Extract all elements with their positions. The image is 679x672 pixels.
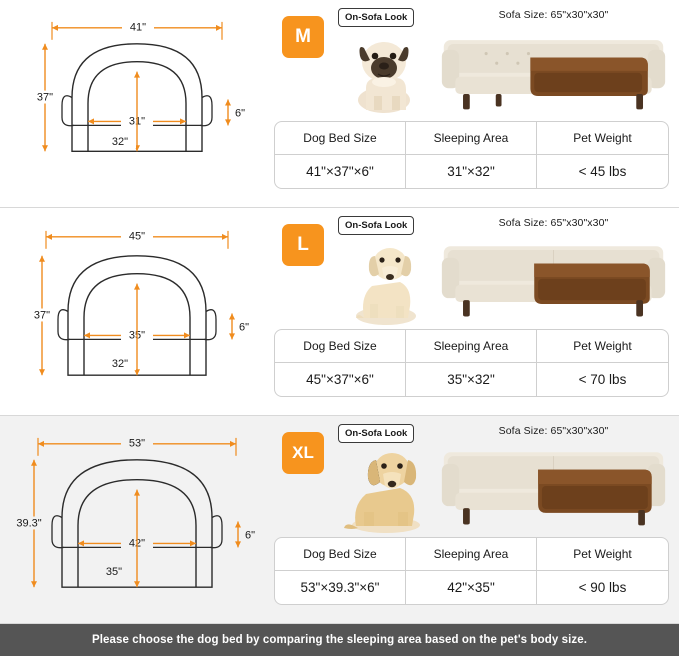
dog-photo-pug <box>334 26 438 118</box>
dim-inner-width-m: 31" <box>128 115 146 128</box>
dim-inner-depth-m: 32" <box>111 136 129 149</box>
dim-height-xl: 39.3" <box>16 517 42 530</box>
bed-diagram-xl <box>0 416 270 623</box>
th-pet-weight: Pet Weight <box>537 330 668 363</box>
on-sofa-look-tag-m: On-Sofa Look <box>338 8 414 27</box>
th-dog-bed-size: Dog Bed Size <box>275 538 406 571</box>
dim-height-l: 37" <box>33 309 51 322</box>
diagram-panel-xl <box>0 416 270 623</box>
sofa-size-label-l: Sofa Size: 65"x30"x30" <box>498 217 609 229</box>
dim-top-width-m: 41" <box>129 21 147 34</box>
spec-table-l <box>274 329 669 397</box>
th-sleeping-area: Sleeping Area <box>406 330 537 363</box>
td-bed-size-m: 41"×37"×6" <box>275 155 406 188</box>
size-row-l <box>0 208 679 416</box>
bed-diagram-m <box>0 0 270 207</box>
size-badge-xl: XL <box>282 432 324 474</box>
dim-top-width-l: 45" <box>128 230 146 243</box>
th-dog-bed-size: Dog Bed Size <box>275 122 406 155</box>
table-header-row <box>275 330 668 363</box>
sofa-column-l <box>438 214 669 326</box>
dog-column-m <box>330 6 438 118</box>
info-panel-l <box>270 208 679 415</box>
size-row-xl <box>0 416 679 624</box>
dim-height-m: 37" <box>36 91 54 104</box>
spec-table-m <box>274 121 669 189</box>
th-pet-weight: Pet Weight <box>537 122 668 155</box>
diagram-panel-l <box>0 208 270 415</box>
info-panel-xl <box>270 416 679 623</box>
td-sleeping-area-l: 35"×32" <box>406 363 537 396</box>
on-sofa-look-tag-l: On-Sofa Look <box>338 216 414 235</box>
dog-column-xl <box>330 422 438 534</box>
size-badge-l: L <box>282 224 324 266</box>
table-header-row <box>275 538 668 571</box>
size-badge-m: M <box>282 16 324 58</box>
th-sleeping-area: Sleeping Area <box>406 122 537 155</box>
sofa-column-m <box>438 6 669 118</box>
sofa-photo-l <box>438 228 669 326</box>
dim-thickness-xl: 6" <box>244 529 256 542</box>
td-pet-weight-m: < 45 lbs <box>578 164 627 179</box>
table-row <box>275 155 668 188</box>
sofa-column-xl <box>438 422 669 534</box>
spec-table-xl <box>274 537 669 605</box>
diagram-panel-m <box>0 0 270 207</box>
dim-inner-depth-xl: 35" <box>105 566 123 579</box>
th-dog-bed-size: Dog Bed Size <box>275 330 406 363</box>
dog-photo-golden-retriever <box>334 442 438 534</box>
sofa-photo-m <box>438 20 669 118</box>
size-row-m <box>0 0 679 208</box>
dim-inner-width-xl: 42" <box>128 537 146 550</box>
td-bed-size-xl: 53"×39.3"×6" <box>275 571 406 604</box>
dim-top-width-xl: 53" <box>128 437 146 450</box>
on-sofa-look-tag-xl: On-Sofa Look <box>338 424 414 443</box>
table-row <box>275 571 668 604</box>
td-sleeping-area-xl: 42"×35" <box>406 571 537 604</box>
table-header-row <box>275 122 668 155</box>
td-pet-weight-l: < 70 lbs <box>578 372 627 387</box>
sofa-size-label-m: Sofa Size: 65"x30"x30" <box>498 9 609 21</box>
td-bed-size-l: 45"×37"×6" <box>275 363 406 396</box>
dim-inner-width-l: 35" <box>128 329 146 342</box>
dim-thickness-m: 6" <box>234 107 246 120</box>
info-panel-m <box>270 0 679 207</box>
dog-photo-labrador <box>334 234 438 326</box>
th-pet-weight: Pet Weight <box>537 538 668 571</box>
dim-thickness-l: 6" <box>238 321 250 334</box>
dim-inner-depth-l: 32" <box>111 358 129 371</box>
dog-column-l <box>330 214 438 326</box>
sofa-photo-xl <box>438 436 669 534</box>
td-sleeping-area-m: 31"×32" <box>406 155 537 188</box>
td-pet-weight-xl: < 90 lbs <box>578 580 627 595</box>
table-row <box>275 363 668 396</box>
footer-note: Please choose the dog bed by comparing the sleeping area based on the pet's body size. <box>0 624 679 656</box>
bed-diagram-l <box>0 208 270 415</box>
sofa-size-label-xl: Sofa Size: 65"x30"x30" <box>498 425 609 437</box>
th-sleeping-area: Sleeping Area <box>406 538 537 571</box>
